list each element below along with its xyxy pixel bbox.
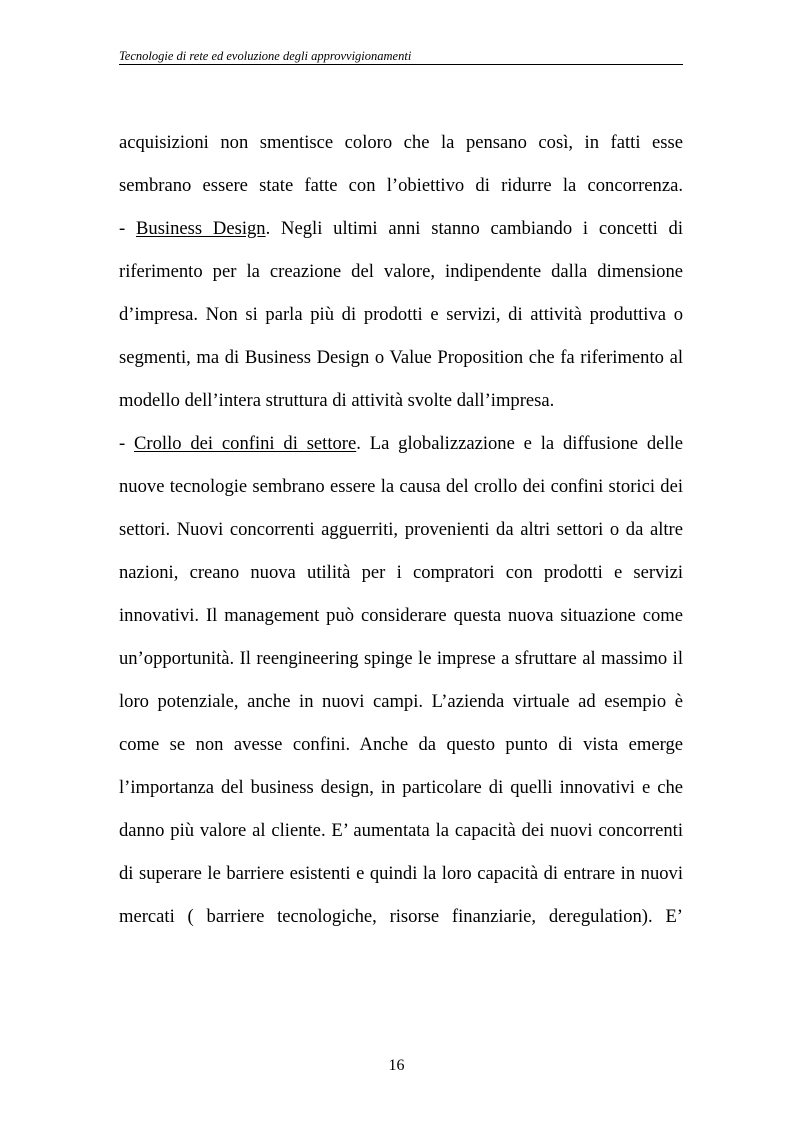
text-line: settori. Nuovi concorrenti agguerriti, provenienti da altri settori o da altre bbox=[119, 519, 683, 540]
text-line bbox=[119, 217, 683, 241]
text-line: riferimento per la creazione del valore, indipendente dalla dimensione bbox=[119, 261, 683, 282]
text-line: nazioni, creano nuova utilità per i compratori con prodotti e servizi bbox=[119, 562, 683, 583]
heading-term-crollo-confini: Crollo dei confini di settore bbox=[134, 433, 357, 454]
running-header: Tecnologie di rete ed evoluzione degli approvvigionamenti bbox=[119, 48, 683, 65]
text-line: danno più valore al cliente. E’ aumentata la capacità dei nuovi concorrenti bbox=[119, 820, 683, 841]
text-line: come se non avesse confini. Anche da questo punto di vista emerge bbox=[119, 734, 683, 755]
text-line: sembrano essere state fatte con l’obiettivo di ridurre la concorrenza. bbox=[119, 175, 683, 196]
text-line: l’importanza del business design, in particolare di quelli innovativi e che bbox=[119, 777, 683, 798]
text-line: acquisizioni non smentisce coloro che la pensano così, in fatti esse bbox=[119, 132, 683, 153]
text-line bbox=[119, 432, 683, 456]
text-line: di superare le barriere esistenti e quindi la loro capacità di entrare in nuovi bbox=[119, 863, 683, 884]
text-line: modello dell’intera struttura di attività svolte dall’impresa. bbox=[119, 390, 555, 411]
text-line: mercati ( barriere tecnologiche, risorse finanziarie, deregulation). E’ bbox=[119, 906, 683, 927]
text-line: nuove tecnologie sembrano essere la causa del crollo dei confini storici dei bbox=[119, 476, 683, 497]
text-line: innovativi. Il management può considerare questa nuova situazione come bbox=[119, 605, 683, 626]
list-dash: - bbox=[119, 433, 135, 454]
list-dash: - bbox=[119, 218, 136, 239]
text-span: . Negli ultimi anni stanno cambiando i concetti di bbox=[265, 218, 684, 239]
text-span: . La globalizzazione e la diffusione delle bbox=[356, 433, 683, 454]
text-line: d’impresa. Non si parla più di prodotti e servizi, di attività produttiva o bbox=[119, 304, 683, 325]
heading-term-business-design: Business Design bbox=[136, 218, 266, 239]
text-line: segmenti, ma di Business Design o Value Proposition che fa riferimento al bbox=[119, 347, 683, 368]
text-line: un’opportunità. Il reengineering spinge le imprese a sfruttare al massimo il bbox=[119, 648, 683, 669]
page-number: 16 bbox=[388, 1057, 405, 1074]
text-line: loro potenziale, anche in nuovi campi. L’azienda virtuale ad esempio è bbox=[119, 691, 683, 712]
